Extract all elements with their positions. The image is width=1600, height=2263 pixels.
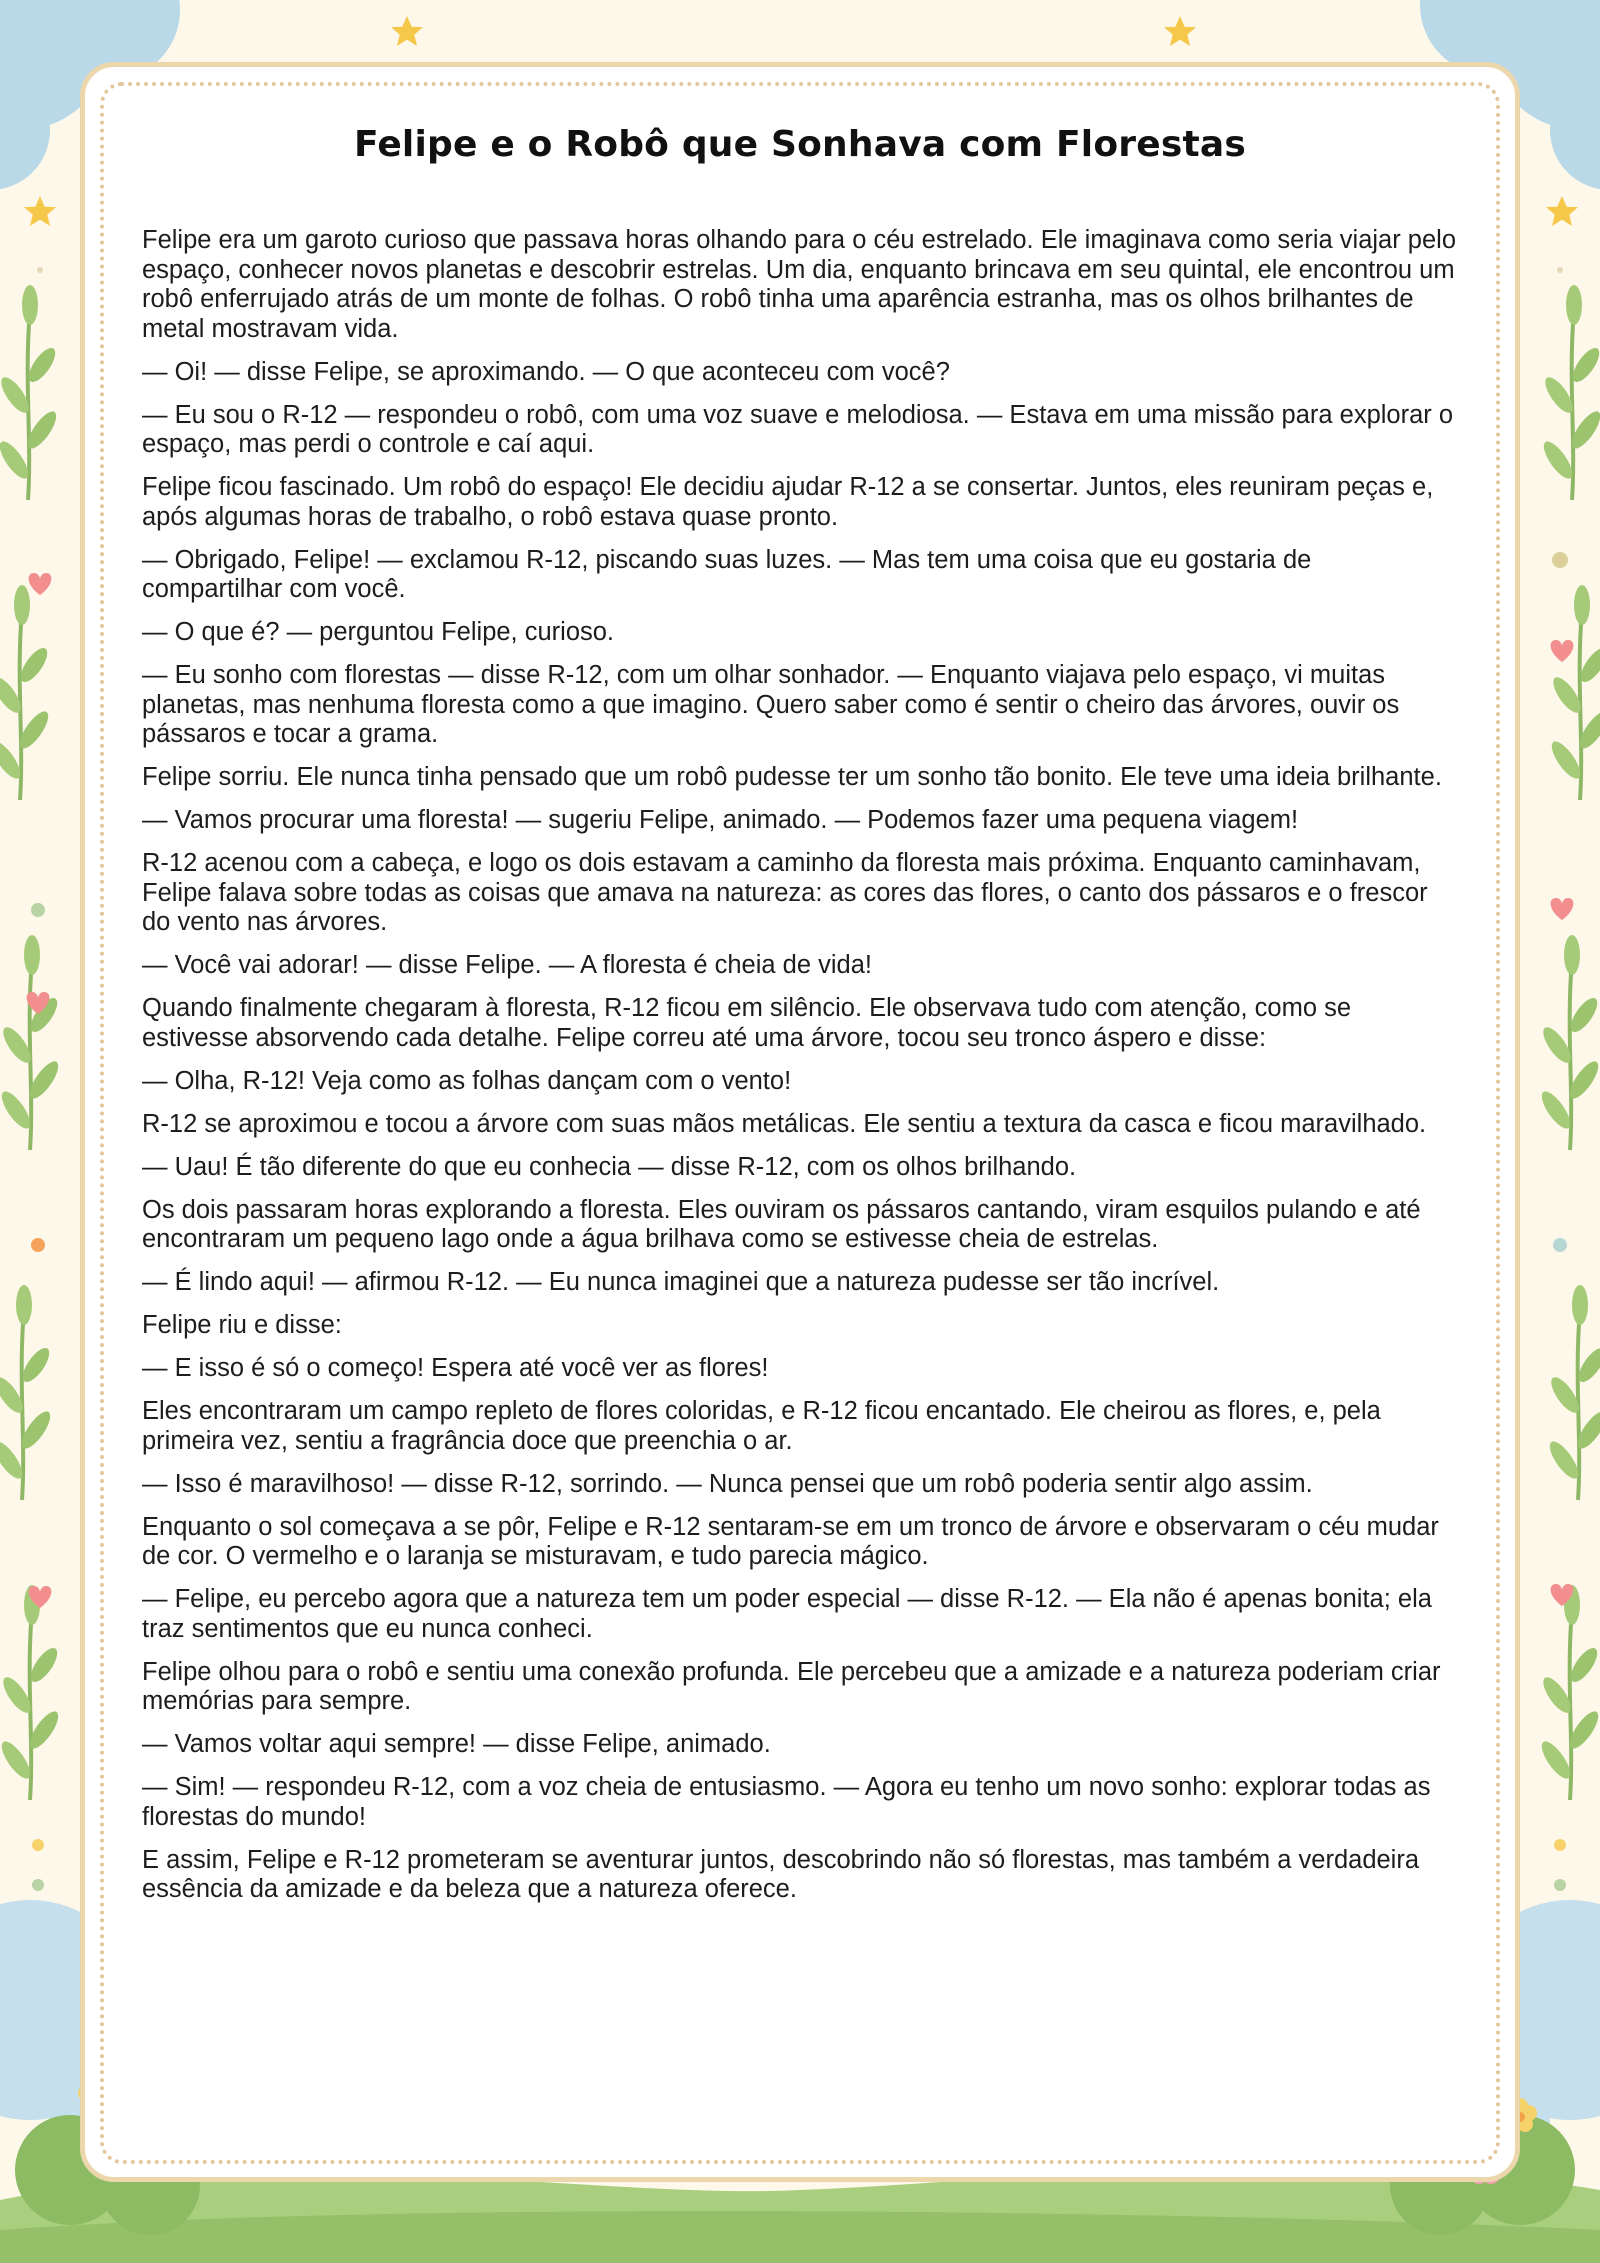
paragraph: Felipe riu e disse: [142,1311,342,1339]
paragraph: Felipe olhou para o robô e sentiu uma conexão profunda. Ele percebeu que a amizade e a natureza poderiam criar memórias para sempre. [142,1657,1441,1715]
paragraph: — Vamos procurar uma floresta! — sugeriu Felipe, animado. — Podemos fazer uma pequena viagem! [142,806,1299,834]
paragraph: — Eu sou o R-12 — respondeu o robô, com uma voz suave e melodiosa. — Estava em uma missão para explorar o espaço, mas perdi o controle e caí aqui. [142,400,1454,458]
paragraph: — Olha, R-12! Veja como as folhas dançam com o vento! [142,1066,792,1095]
paragraph: R-12 se aproximou e tocou a árvore com suas mãos metálicas. Ele sentiu a textura da casca e ficou maravilhado. [142,1109,1427,1138]
paragraph: — Felipe, eu percebo agora que a natureza tem um poder especial — disse R-12. — Ela não é apenas bonita; ela traz sentimentos que eu nunca conheci. [142,1585,1432,1643]
paragraph: Quando finalmente chegaram à floresta, R-12 ficou em silêncio. Ele observava tudo com atenção, como se estivesse absorvendo cada detalhe. Felipe correu até uma árvore, tocou seu tronco áspero e disse: [142,994,1352,1052]
paragraph: — Vamos voltar aqui sempre! — disse Felipe, animado. [142,1730,771,1758]
paragraph: Os dois passaram horas explorando a floresta. Eles ouviram os pássaros cantando, viram esquilos pulando e até encontraram um pequeno lago onde a água brilhava como se estivesse cheia de estrelas. [142,1195,1421,1253]
paragraph: — Eu sonho com florestas — disse R-12, com um olhar sonhador. — Enquanto viajava pelo espaço, vi muitas planetas, mas nenhuma floresta como a que imagino. Quero saber como é sentir o cheiro das árvores, ouvir os pássaros e tocar a grama. [142,661,1400,748]
story-body [142,226,1458,1918]
paragraph: — Isso é maravilhoso! — disse R-12, sorrindo. — Nunca pensei que um robô poderia sentir algo assim. [142,1469,1313,1498]
paragraph: R-12 acenou com a cabeça, e logo os dois estavam a caminho da floresta mais próxima. Enquanto caminhavam, Felipe falava sobre todas as coisas que amava na natureza: as cores das flores, o canto dos pássaros e o frescor do vento nas árvores. [142,849,1428,936]
paragraph: — Obrigado, Felipe! — exclamou R-12, piscando suas luzes. — Mas tem uma coisa que eu gostaria de compartilhar com você. [142,545,1312,603]
paragraph: Felipe ficou fascinado. Um robô do espaço! Ele decidiu ajudar R-12 a se consertar. Juntos, eles reuniram peças e, após algumas horas de trabalho, o robô estava quase pronto. [142,473,1434,531]
paragraph: Felipe sorriu. Ele nunca tinha pensado que um robô pudesse ter um sonho tão bonito. Ele teve uma ideia brilhante. [142,763,1442,791]
paragraph: — Você vai adorar! — disse Felipe. — A floresta é cheia de vida! [142,951,872,979]
paragraph: Eles encontraram um campo repleto de flores coloridas, e R-12 ficou encantado. Ele cheirou as flores, e, pela primeira vez, sentiu a fragrância doce que preenchia o ar. [142,1397,1381,1455]
paragraph: — Sim! — respondeu R-12, com a voz cheia de entusiasmo. — Agora eu tenho um novo sonho: explorar todas as florestas do mundo! [142,1773,1431,1831]
paragraph: — O que é? — perguntou Felipe, curioso. [142,618,615,646]
story-title: Felipe e o Robô que Sonhava com Florestas [353,124,1246,165]
paragraph: E assim, Felipe e R-12 prometeram se aventurar juntos, descobrindo não só florestas, mas também a verdadeira essência da amizade e da beleza que a natureza oferece. [142,1845,1420,1903]
paragraph: — E isso é só o começo! Espera até você ver as flores! [142,1354,769,1382]
paragraph: — Oi! — disse Felipe, se aproximando. — O que aconteceu com você? [142,357,950,386]
paragraph: Felipe era um garoto curioso que passava horas olhando para o céu estrelado. Ele imaginava como seria viajar pelo espaço, conhecer novos planetas e descobrir estrelas. Um dia, enquanto brincava em seu quintal, ele encontrou um robô enferrujado atrás de um monte de folhas. O robô tinha uma aparência estranha, mas os olhos brilhantes de metal mostravam vida. [142,226,1457,343]
paragraph: — Uau! É tão diferente do que eu conhecia — disse R-12, com os olhos brilhando. [142,1152,1077,1181]
paragraph: Enquanto o sol começava a se pôr, Felipe e R-12 sentaram-se em um tronco de árvore e observaram o céu mudar de cor. O vermelho e o laranja se misturavam, e tudo parecia mágico. [142,1512,1439,1570]
paragraph: — É lindo aqui! — afirmou R-12. — Eu nunca imaginei que a natureza pudesse ser tão incrível. [142,1268,1220,1296]
